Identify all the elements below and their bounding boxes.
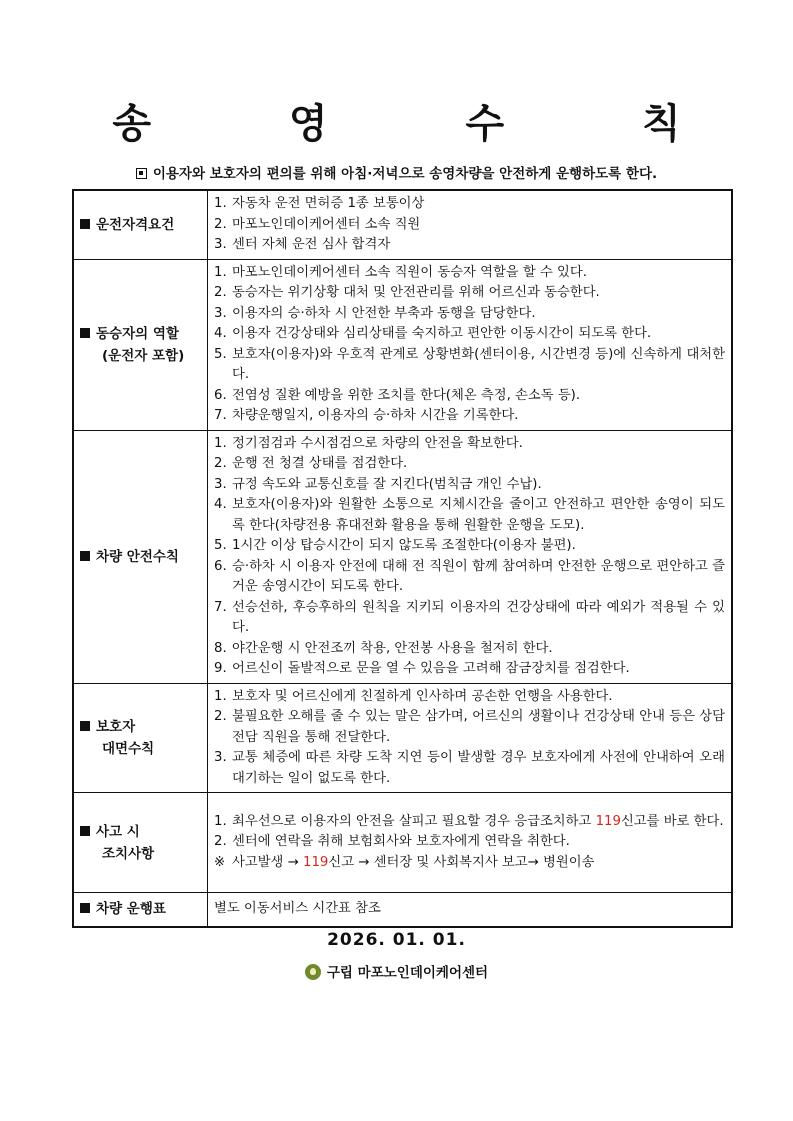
- square-bullet-icon: [80, 903, 90, 913]
- section-heading: 보호자 대면수칙: [73, 683, 208, 793]
- section-body: [208, 430, 733, 683]
- section-accident-response: [73, 793, 732, 893]
- list-item: 8. 야간운행 시 안전조끼 착용, 안전봉 사용을 철저히 한다.: [214, 640, 553, 656]
- list-item: 6. 승·하차 시 이용자 안전에 대해 전 직원이 함께 참여하며 안전한 운행으로 편안하고 즐거운 송영시간이 되도록 한다.: [214, 558, 725, 594]
- list-item: 3. 이용자의 승·하차 시 안전한 부축과 동행을 담당한다.: [214, 305, 536, 321]
- emergency-number: 119: [302, 854, 329, 870]
- list-item: 1. 보호자 및 어르신에게 친절하게 인사하며 공손한 언행을 사용한다.: [214, 688, 613, 704]
- list-item: 4. 이용자 건강상태와 심리상태를 숙지하고 편안한 이동시간이 되도록 한다.: [214, 326, 652, 341]
- list-item: 1. 최우선으로 이용자의 안전을 살피고 필요할 경우 응급조치하고 119신고를 바로 한다.: [214, 813, 724, 829]
- section-body: [208, 683, 733, 793]
- note-line: ※ 사고발생 → 119신고 → 센터장 및 사회복지사 보고→ 병원이송: [214, 854, 595, 870]
- square-bullet-icon: [80, 551, 90, 561]
- document-date: 2026. 01. 01.: [327, 930, 466, 950]
- section-guardian-contact: [73, 683, 732, 793]
- section-heading: 차량 안전수칙: [73, 430, 208, 683]
- section-heading: 운전자격요건: [73, 190, 208, 259]
- section-body: [208, 190, 733, 259]
- list-item: 1. 자동차 운전 면허증 1종 보통이상: [214, 196, 425, 211]
- list-item: 1. 마포노인데이케어센터 소속 직원이 동승자 역할을 할 수 있다.: [214, 264, 587, 280]
- square-bullet-icon: [80, 826, 90, 836]
- page-title: 송 영 수 칙: [112, 101, 743, 147]
- organization-name: 구립 마포노인데이케어센터: [326, 965, 489, 981]
- section-vehicle-schedule: [73, 893, 732, 927]
- square-bullet-icon: [136, 168, 147, 179]
- list-item: 3. 센터 자체 운전 심사 합격자: [214, 237, 391, 252]
- section-body: [208, 893, 733, 927]
- square-bullet-icon: [80, 721, 90, 731]
- rules-table: [72, 189, 733, 928]
- list-item: 2. 불필요한 오해를 줄 수 있는 말은 삼가며, 어르신의 생활이나 건강상태 안내 등은 상담 전담 직원을 통해 전달한다.: [214, 709, 725, 745]
- section-driver-qualification: [73, 190, 732, 259]
- list-item: 3. 교통 체증에 따른 차량 도착 지연 등이 발생할 경우 보호자에게 사전에 안내하여 오래 대기하는 일이 없도록 한다.: [214, 750, 725, 786]
- list-item: 7. 선승선하, 후승후하의 원칙을 지키되 이용자의 건강상태에 따라 예외가 적용될 수 있다.: [214, 599, 725, 635]
- list-item: 5. 보호자(이용자)와 우호적 관계로 상황변화(센터이용, 시간변경 등)에 신속하게 대처한다.: [214, 346, 725, 382]
- intro-line: [0, 162, 793, 182]
- square-bullet-icon: [80, 328, 90, 338]
- list-item: 4. 보호자(이용자)와 원활한 소통으로 지체시간을 줄이고 안전하고 편안한 송영이 되도록 한다(차량전용 휴대전화 활용을 통해 원활한 운행을 도모).: [214, 497, 725, 533]
- list-item: 9. 어르신이 돌발적으로 문을 열 수 있음을 고려해 잠금장치를 점검한다.: [214, 661, 630, 676]
- section-companion-role: [73, 259, 732, 430]
- list-item: 3. 규정 속도와 교통신호를 잘 지킨다(범칙금 개인 수납).: [214, 476, 542, 492]
- section-body: [208, 259, 733, 430]
- section-body: [208, 793, 733, 893]
- center-logo-icon: [305, 964, 321, 980]
- square-bullet-icon: [80, 219, 90, 229]
- list-item: 2. 센터에 연락을 취해 보험회사와 보호자에게 연락을 취한다.: [214, 834, 570, 850]
- organization-footer: [0, 961, 793, 981]
- list-item: 2. 운행 전 청결 상태를 점검한다.: [214, 456, 408, 471]
- list-item: 2. 마포노인데이케어센터 소속 직원: [214, 216, 421, 232]
- list-item: 6. 전염성 질환 예방을 위한 조치를 한다(체온 측정, 손소독 등).: [214, 387, 581, 403]
- list-item: 1. 정기점검과 수시점검으로 차량의 안전을 확보한다.: [214, 435, 523, 451]
- section-vehicle-safety: [73, 430, 732, 683]
- schedule-text: 별도 이동서비스 시간표 참조: [214, 901, 381, 916]
- list-item: 7. 차량운행일지, 이용자의 승·하차 시간을 기록한다.: [214, 408, 519, 423]
- section-heading: 동승자의 역할 (운전자 포함): [73, 259, 208, 430]
- list-item: 2. 동승자는 위기상황 대처 및 안전관리를 위해 어르신과 동승한다.: [214, 285, 600, 300]
- list-item: 5. 1시간 이상 탑승시간이 되지 않도록 조절한다(이용자 불편).: [214, 538, 576, 553]
- emergency-number: 119: [595, 813, 621, 829]
- intro-text: 이용자와 보호자의 편의를 위해 아침·저녁으로 송영차량을 안전하게 운행하도록 한다.: [152, 166, 658, 182]
- section-heading: 사고 시 조치사항: [73, 793, 208, 893]
- section-heading: 차량 운행표: [73, 893, 208, 927]
